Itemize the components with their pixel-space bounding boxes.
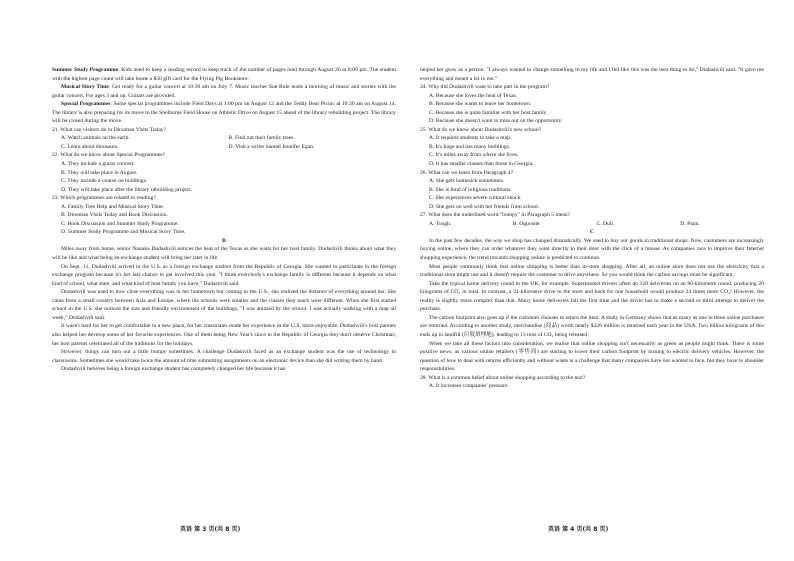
question-26: 26. What can we learn from Paragraph 4? <box>420 169 514 176</box>
question-21-options-row1 <box>52 134 396 143</box>
option: D. Summer Study Programme and Musical Story Time. <box>61 229 186 236</box>
question-21-options-row2 <box>52 143 396 152</box>
musical-story-title: Musical Story Time <box>61 84 109 91</box>
option: B. She is fond of religious traditions. <box>429 186 512 193</box>
option: A. Because she loves the heat of Texas. <box>429 92 518 99</box>
section-b-heading: B <box>222 237 226 244</box>
passage-b-paragraph: However, things can turn out a little bumpy sometimes. A challenge Dudashvili faced as an exchange student was the use of technology in classrooms. Sometimes she would take twice the amount of time submitting assignments on an electronic device than she did writing them by hand. <box>52 349 396 364</box>
option: C. Book Discussion and Summer Study Programme. <box>61 220 179 227</box>
option: A. Watch animals on the earth. <box>61 135 130 142</box>
section-c-heading: C <box>589 229 595 236</box>
option: B. Opposite. <box>512 220 541 227</box>
option: C. She experiences severe cultural shock. <box>429 195 522 202</box>
passage-c-paragraph: When we take all these factors into consideration, we realise that online shopping isn't necessarily as green as people might think. There is some positive news, as various online retailers (零售商) are starting to lower their carbon footprint by turning to electric delivery vehicles. However, the question of how to deal with returns efficiently and without waste is a challenge that many companies have not wanted to face, but they have to shoulder responsibilities. <box>420 340 764 373</box>
right-column <box>420 66 764 391</box>
option: D. It has smaller classes than those in Georgia. <box>429 161 534 168</box>
summer-study-paragraph <box>52 66 396 83</box>
option: B. Find out their family trees. <box>228 135 295 142</box>
summer-study-text: : Kids need to keep a reading record to keep track of the number of pages read through August 26 at 8:00 pm. The student with the highest page count will take home a $50 gift card for the Flying Pig Bookstore. <box>52 67 397 82</box>
option: A. It requires students to take a map. <box>429 135 512 142</box>
question-27-options <box>420 220 764 229</box>
option: B. It's huge and has many buildings. <box>429 143 511 150</box>
special-programmes-text: : Some special programmes include Field Days at 1:00 pm on August 12 and the Teddy Bear Picnic at 10:30 am on August 14. The library is also preparing for its move to the Shelburne Field House on Athletic Drive on August 15 ahead of the library rebuilding project. The library will be closed during the move. <box>52 101 396 125</box>
page-footer-right: 英语 第 4 页(共 8 页) <box>548 526 609 533</box>
passage-b-paragraph: Miles away from home, senior Nanuka Dudashvili notices the heat of the Texas as she waits for her host family. Dudashvili thinks about what they will be like and what being an exchange student will bring her later in life. <box>52 246 396 262</box>
musical-story-text: : Get ready for a guitar concert at 10:30 am on July 7. Music teacher Sue Rule leads a morning of music and stories with the guitar concert. For ages 3 and up. Guitars are provided. <box>52 84 397 99</box>
question-23: 23. Which programmes are related to reading? <box>52 195 156 202</box>
passage-b-paragraph: Dudashvili was used to how close everything was in her hometown but coming to the U.S., she realized the distance of everything around her. She came from a small country between Asia and Europe, where the schools were smaller and the classes they teach were different. When she first started school in the U.S. she noticed the size and friendly environment of the buildings. "I was amazed by the school. I was actually walking with a map all week," Dudashvili said. <box>52 289 396 321</box>
option: C. Because she is quite familiar with her host family. <box>429 109 548 116</box>
page-footer-left: 英语 第 3 页(共 8 页) <box>180 526 241 533</box>
question-27: 27. What does the underlined word "bumpy" in Paragraph 5 mean? <box>420 212 571 219</box>
passage-b-paragraph: It wasn't hard for her to get comfortable in a new place, for her classmates made her experience in the U.S. more enjoyable. Dudashvili's host parents also helped her develop some of her favorite experiences. One of them being New Year's since in the Republic of Georgia they don't observe Christmas, her host parents celebrated all of the traditions for the holidays. <box>52 323 396 347</box>
musical-story-paragraph <box>52 83 396 100</box>
passage-b-continuation: helped her grow as a person. "I always wanted to change something in my life and I felt like this was the best thing to do," Dudashvili said. "It gave me everything and meant a lot to me." <box>420 67 764 82</box>
passage-b-paragraph: Dudashvili believes being a foreign exchange student has completely changed her life because it has <box>61 366 286 373</box>
passage-c-paragraph: In the past few decades, the way we shop has changed dramatically. We used to buy our goods in traditional shops. Now, customers are increasingly buying online, where they can order whatever they want directly to their door with the click of a mouse. As companies race to improve their Internet shopping experience, the trend towards shopping online is predicted to continue. <box>420 237 764 262</box>
question-28: 28. What is a common belief about online shopping according to the text? <box>420 374 586 381</box>
option: D. Visit a writer named Jennifer Egan. <box>228 143 315 150</box>
option: D. Plain. <box>680 220 700 227</box>
option: C. Learn about dinosaurs. <box>61 143 119 150</box>
option: A. They include a guitar concert. <box>61 161 135 168</box>
option: D. Because she doesn't want to miss out on the opportunity. <box>429 118 563 125</box>
option: B. Dinoman Visits Today and Book Discussion. <box>61 212 168 219</box>
question-24: 24. Why did Dudashvili want to take part in the program? <box>420 84 550 91</box>
passage-c-paragraph: Take the typical home delivery round in the UK, for example. Supermarket drivers often do 120 deliveries on an 80-kilometre round, producing 20 kilograms of CO₂ in total. In contrast, a 21-kilometre drive to the store and back for one household would produce 24 times more CO₂! However, the reality is slightly more complex than that. Many home deliveries fall the first time and the driver has to make a second or third attempt to deliver the purchase. <box>420 280 764 313</box>
left-column <box>52 66 396 374</box>
option: C. Dull. <box>596 220 615 227</box>
summer-study-title: Summer Study Programme <box>52 67 119 73</box>
question-25: 25. What do we know about Dudashvili's new school? <box>420 126 542 133</box>
question-22: 22. What do we know about Special Programmes? <box>52 152 165 159</box>
passage-b-paragraph: On Sept. 11, Dudashvili arrived in the U.S. as a foreign exchange student from the Republic of Georgia. She wanted to participate in the foreign exchange program because it's her last chance to get involved this year. "I think everybody's exchange family is different because it depends on what kind of school, what state, and what kind of host family you have," Dudashvili said. <box>52 263 396 287</box>
option: A. She gets homesick sometimes. <box>429 178 505 185</box>
option: C. It's miles away from where she lives. <box>429 152 519 159</box>
option: B. They will take place in August. <box>61 169 138 176</box>
passage-c-paragraph: The carbon footprint also goes up if the customer chooses to return the item. A study in Germany shows that as many as one in three online purchases are returned. According to another study, merchandise (商品) worth nearly $326 million is returned each year in the USA. Two billion kilograms of this ends up in landfill (垃圾填埋地), leading to 13 tons of CO₂ being released. <box>420 314 764 338</box>
option: B. Because she wants to leave her hometown. <box>429 101 532 108</box>
special-programmes-title: Special Programmes <box>61 101 111 108</box>
question-21: 21. What can visitors do in Dinoman Visits Today? <box>52 126 167 133</box>
option: D. They will take place after the library rebuilding project. <box>61 186 193 193</box>
option: A. It increases companies' pressure. <box>429 383 509 390</box>
option: D. She gets on well with her friends from school. <box>429 203 540 210</box>
option: C. They include a course on buildings. <box>61 178 148 185</box>
passage-c-paragraph: Most people commonly think that online shopping is better than in-store shopping. After all, an online store does not use the electricity that a traditional store might use and it doesn't require the customer to drive anywhere. So you would think the carbon savings must be significant. <box>420 263 764 279</box>
option: A. Tough. <box>429 220 452 227</box>
option: A. Family Tree Help and Musical Story Time. <box>61 203 165 210</box>
special-programmes-paragraph <box>52 100 396 126</box>
